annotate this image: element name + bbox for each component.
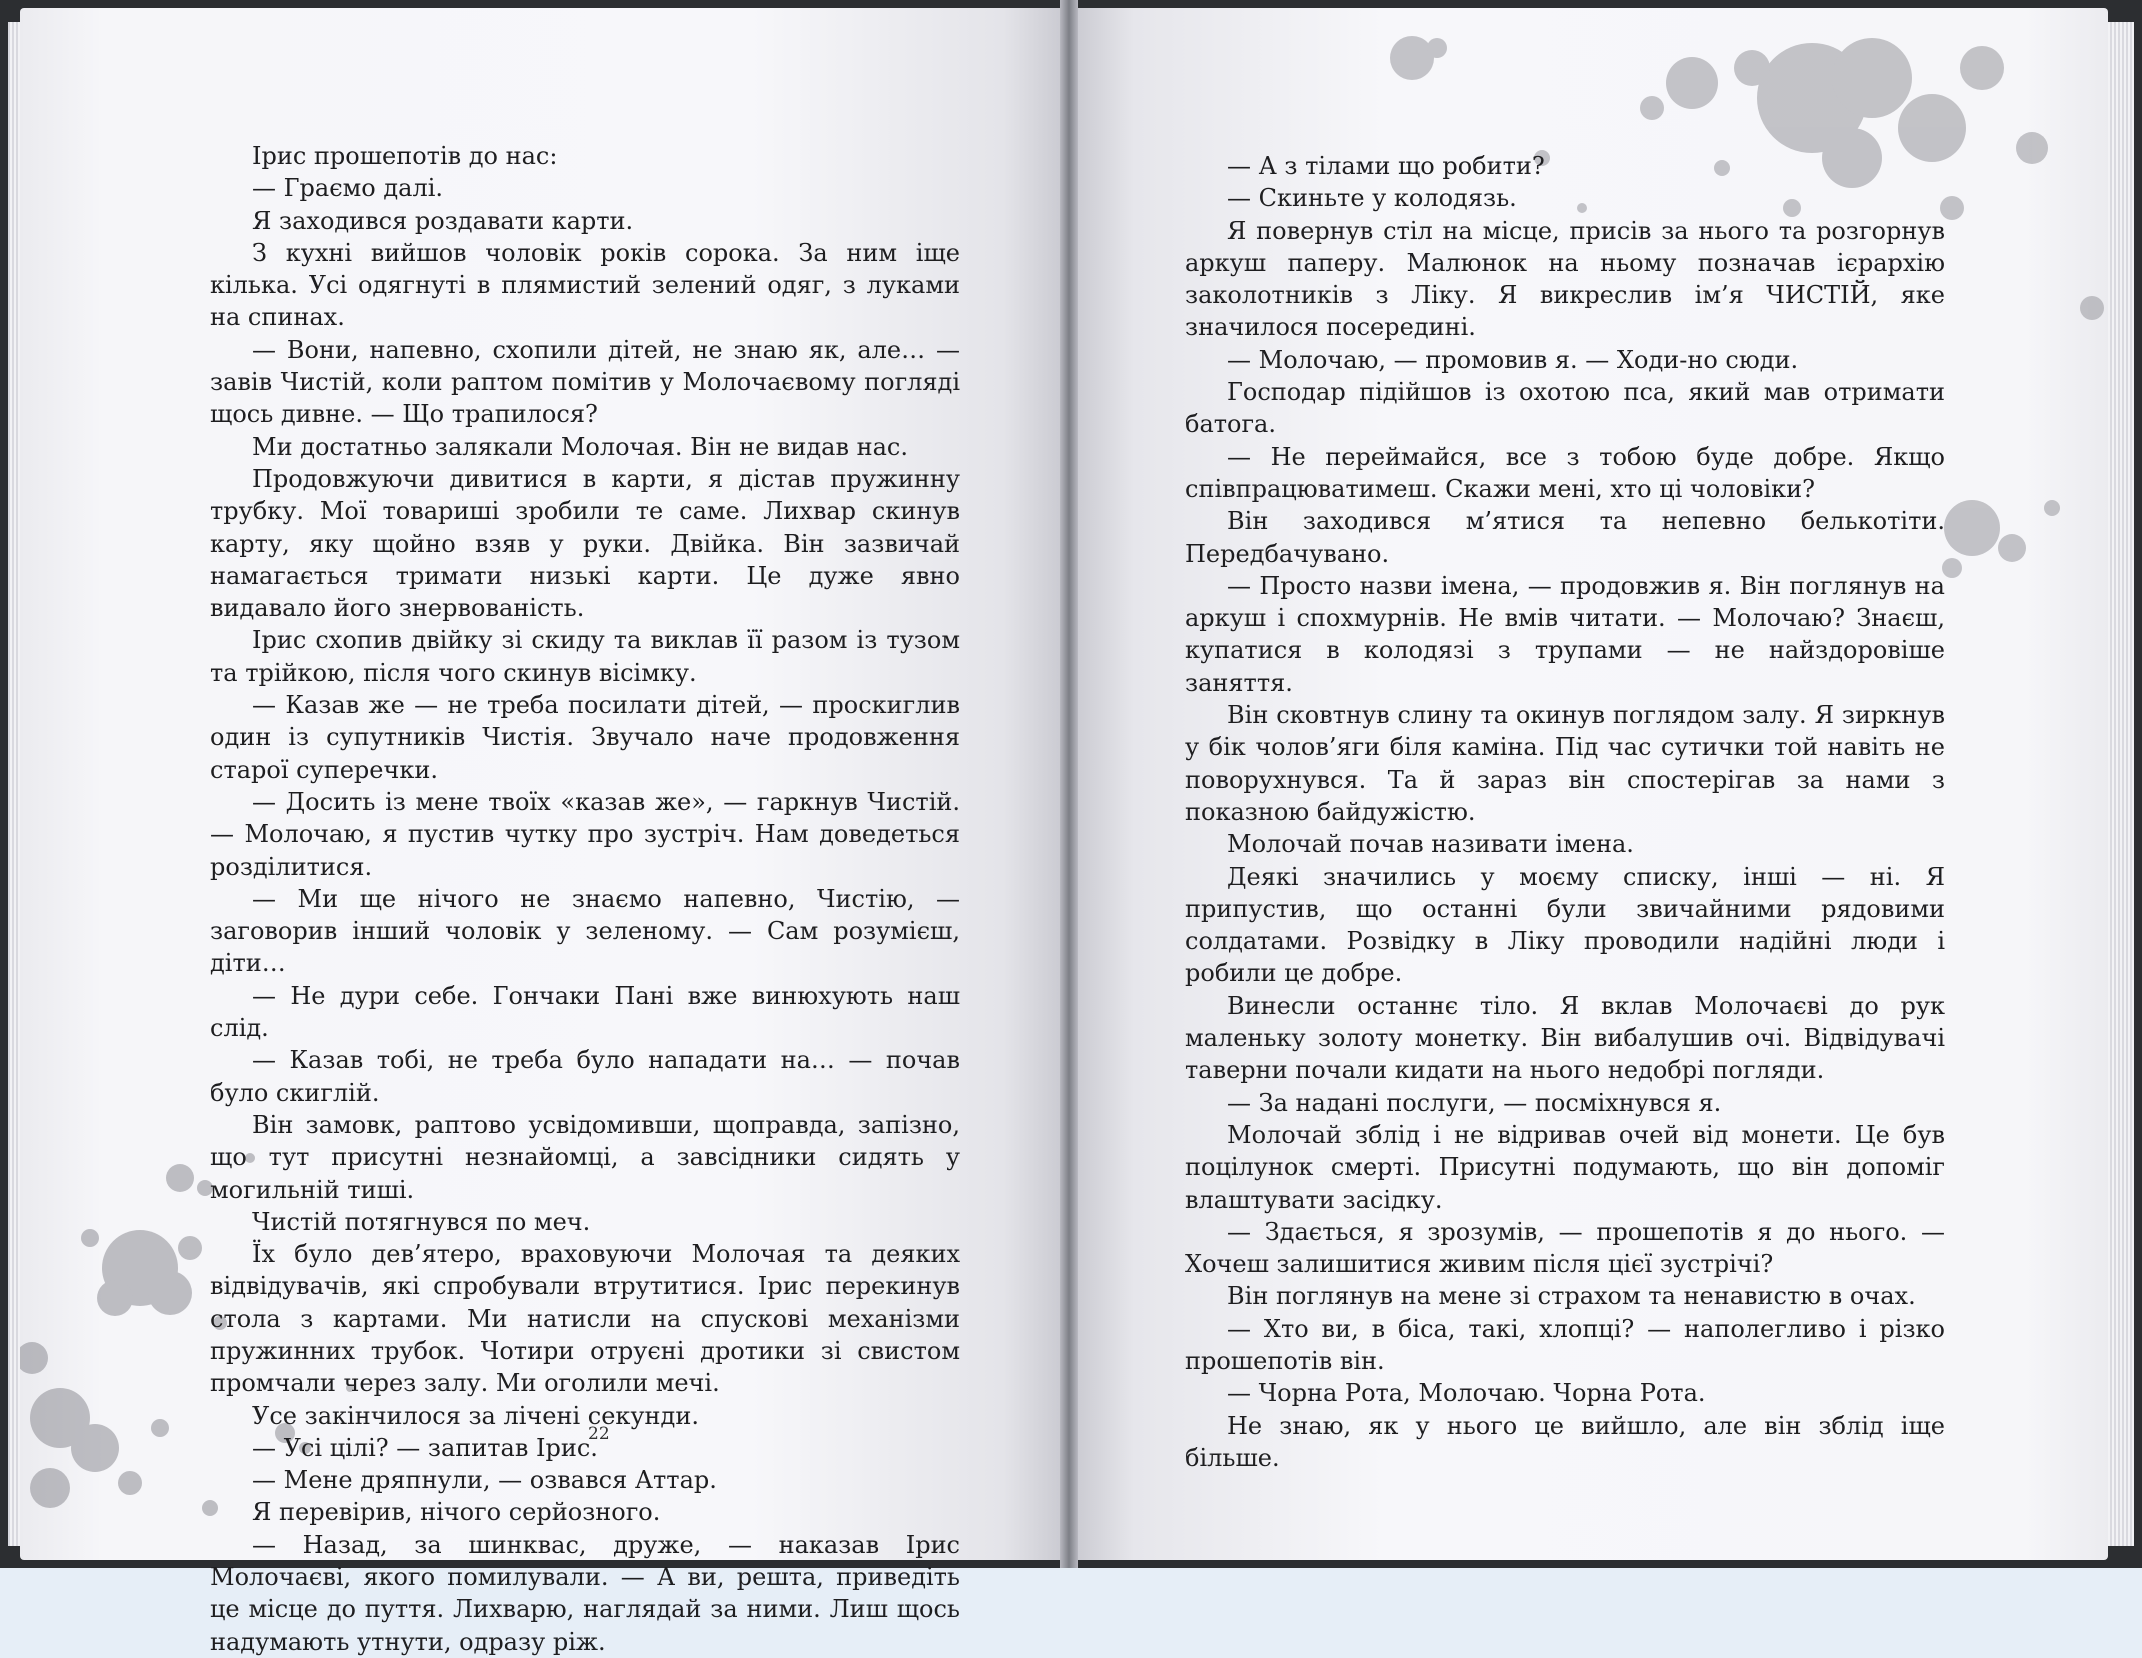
paragraph: Ірис схопив двійку зі скиду та виклав її разом із тузом та трійкою, після чого скинув вісімку. [210,626,960,687]
page-number: 22 [588,1424,610,1444]
paragraph: — Досить із мене твоїх «казав же», — гаркнув Чистій. — Молочаю, я пустив чутку про зустріч. Нам доведеться розділитися. [210,787,960,881]
paragraph: — Скиньте у колодязь. [1227,184,1517,213]
paragraph: — Назад, за шинквас, друже, — наказав Ірис Молочаєві, якого помилували. — А ви, решта, приведіть це місце до пуття. Лихварю, наглядай за ними. Лиш щось надумають утнути, одразу ріж. [210,1530,960,1656]
right-page-edges [2106,22,2134,1546]
paragraph: Я повернув стіл на місце, присів за нього та розгорнув аркуш паперу. Малюнок на ньому позначав ієрархію заколотників з Ліку. Я викреслив ім’я ЧИСТІЙ, яке значилося посередині. [1185,216,1945,342]
paragraph: Молочай почав називати імена. [1227,830,1634,859]
paragraph: Він замовк, раптово усвідомивши, щоправда, запізно, що тут присутні незнайомці, а завсідники сидять у могильній тиші. [210,1110,960,1204]
paragraph: Усе закінчилося за лічені секунди. [252,1401,699,1430]
paragraph: — Не дури себе. Гончаки Пані вже винюхують наш слід. [210,981,960,1043]
paragraph: — Граємо далі. [252,174,444,203]
paragraph: Деякі значились у моєму списку, інші — ні. Я припустив, що останні були звичайними рядовими солдатами. Розвідку в Ліку проводили надійні люди і робили це добре. [1185,862,1945,988]
paragraph: Він сковтнув слину та окинув поглядом залу. Я зиркнув у бік чолов’яги біля каміна. Під час сутички той навіть не поворухнувся. Та й зараз він спостерігав за нами з показною байдужістю. [1185,701,1945,826]
paragraph: — Мене дряпнули, — озвався Аттар. [252,1466,717,1495]
paragraph: — А з тілами що робити? [1227,152,1545,180]
paragraph: — Казав же — не треба посилати дітей, — проскиглив один із супутників Чистія. Звучало наче продовження старої суперечки. [210,691,960,784]
right-page-text [1185,150,1945,1474]
paragraph: — За надані послуги, — посміхнувся я. [1227,1088,1722,1117]
paragraph: — Молочаю, — промовив я. — Ходи-но сюди. [1227,345,1799,374]
left-page-text [210,140,960,1658]
paragraph: Я заходився роздавати карти. [252,206,634,235]
paragraph: — Хто ви, в біса, такі, хлопці? — наполегливо і різко прошепотів він. [1185,1314,1945,1375]
paragraph: Винесли останнє тіло. Я вклав Молочаєві до рук маленьку золоту монетку. Він вибалушив очі. Відвідувачі таверни почали кидати на нього недобрі погляди. [1185,991,1945,1085]
paragraph: — Чорна Рота, Молочаю. Чорна Рота. [1227,1379,1706,1408]
paragraph: Їх було дев’ятеро, враховуючи Молочая та деяких відвідувачів, які спробували втрутитися. Ірис перекинув стола з картами. Ми натисли на спускові механізми пружинних трубок. Чотири отруєні дротики зі свистом промчали через залу. Ми оголили мечі. [210,1240,960,1398]
paragraph: — Просто назви імена, — продовжив я. Він поглянув на аркуш і спохмурнів. Не вмів читати. — Молочаю? Знаєш, купатися в колодязі з трупами — не найздоровіше заняття. [1185,571,1945,697]
paragraph: — Казав тобі, не треба було нападати на… — почав було скиглій. [210,1046,960,1107]
paragraph: Не знаю, як у нього це вийшло, але він зблід іще більше. [1185,1411,1945,1472]
paragraph: Він заходився м’ятися та непевно белькотіти. Передбачувано. [1185,507,1945,568]
paragraph: Ми достатньо залякали Молочая. Він не видав нас. [252,432,909,461]
paragraph: Молочай зблід і не відривав очей від монети. Це був поцілунок смерті. Присутні подумають, що він допоміг влаштувати засідку. [1185,1120,1945,1214]
paragraph: Він поглянув на мене зі страхом та ненавистю в очах. [1227,1282,1916,1311]
paragraph: — Не переймайся, все з тобою буде добре. Якщо співпрацюватимеш. Скажи мені, хто ці чоловіки? [1185,442,1945,503]
paragraph: — Ми ще нічого не знаємо напевно, Чистію, — заговорив інший чоловік у зеленому. — Сам розумієш, діти… [210,884,960,978]
paragraph: Продовжуючи дивитися в карти, я дістав пружинну трубку. Мої товариші зробили те саме. Лихвар скинув карту, яку щойно взяв у руки. Двійка. Він зазвичай намагається тримати низькі карти. Це дуже явно видавало його знервованість. [210,464,960,623]
paragraph: — Здається, я зрозумів, — прошепотів я до нього. — Хочеш залишитися живим після цієї зустрічі? [1185,1217,1945,1279]
paragraph: — Усі цілі? — запитав Ірис. [252,1433,598,1462]
paragraph: Господар підійшов із охотою пса, який мав отримати батога. [1185,378,1945,439]
paragraph: Чистій потягнувся по меч. [252,1207,591,1236]
book-spine-gutter [1060,0,1078,1568]
paragraph: З кухні вийшов чоловік років сорока. За ним іще кілька. Усі одягнуті в плямистий зелений одяг, з луками на спинах. [210,238,960,332]
paragraph: Я перевірив, нічого серйозного. [252,1498,661,1527]
paragraph: — Вони, напевно, схопили дітей, не знаю як, але… — завів Чистій, коли раптом помітив у Молочаєвому погляді щось дивне. — Що трапилося? [210,335,960,429]
paragraph: Ірис прошепотів до нас: [252,142,558,170]
